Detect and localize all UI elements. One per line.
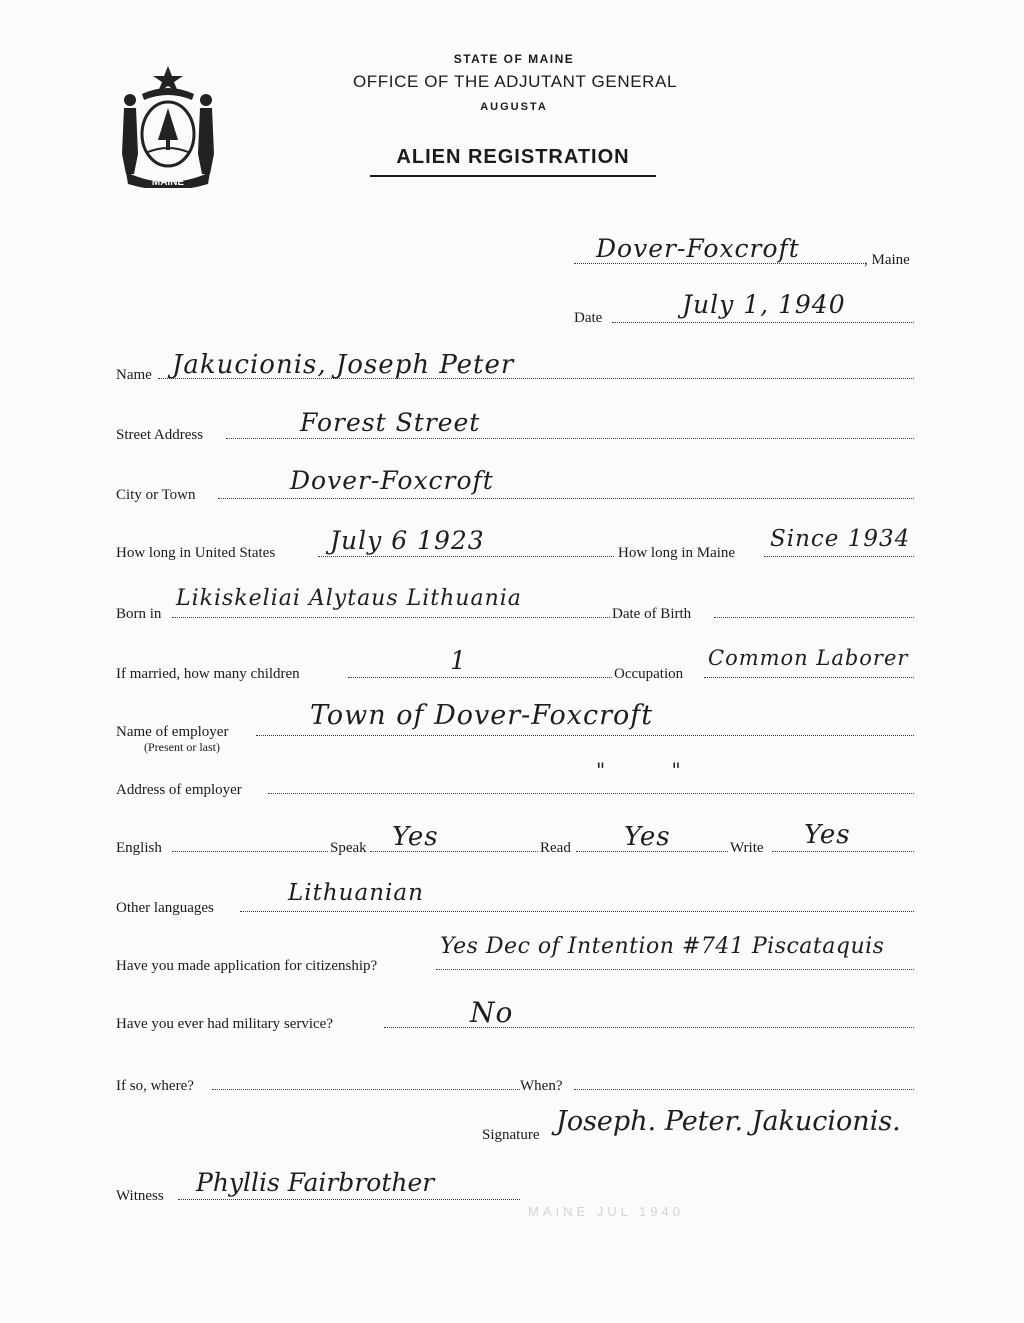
write-label: Write [730,840,764,856]
employer-value: Town of Dover-Foxcroft [310,700,654,731]
read-label: Read [540,840,571,856]
english-label: English [116,840,162,856]
speak-label: Speak [330,840,367,856]
date-of-birth-label: Date of Birth [612,606,692,622]
city-heading: AUGUSTA [480,101,548,113]
speak-value: Yes [392,822,439,852]
city-value: Dover-Foxcroft [290,466,494,495]
citizenship-label: Have you made application for citizenship? [116,958,378,974]
when-label: When? [520,1078,563,1094]
occupation-label: Occupation [614,666,684,682]
date-value: July 1, 1940 [682,290,846,319]
employer-address-value: " " [596,758,711,782]
witness-label: Witness [116,1188,164,1204]
how-long-maine-value: Since 1934 [770,526,911,552]
born-in-label: Born in [116,606,162,622]
employer-address-label: Address of employer [116,782,242,798]
state-heading: STATE OF MAINE [453,52,575,66]
how-long-us-value: July 6 1923 [330,526,485,555]
signature-label: Signature [482,1127,540,1143]
children-value: 1 [450,646,467,675]
where-label: If so, where? [116,1078,194,1094]
citizenship-value: Yes Dec of Intention #741 Piscataquis [440,934,885,959]
employer-label: Name of employer [116,724,229,740]
name-value: Jakucionis, Joseph Peter [172,350,515,380]
maine-state-seal-icon [112,64,224,188]
place-value: Dover-Foxcroft [596,234,800,263]
svg-text:MAINE: MAINE [151,177,185,188]
other-languages-label: Other languages [116,900,214,916]
how-long-us-label: How long in United States [116,545,276,561]
witness-value: Phyllis Fairbrother [196,1168,435,1197]
city-label: City or Town [116,487,196,503]
form-title: ALIEN REGISTRATION [370,146,656,177]
military-label: Have you ever had military service? [116,1016,333,1032]
read-value: Yes [624,822,671,852]
military-value: No [470,996,514,1029]
office-heading: OFFICE OF THE ADJUTANT GENERAL [352,72,678,91]
signature-value: Joseph. Peter. Jakucionis. [556,1106,901,1137]
children-label: If married, how many children [116,666,300,682]
employer-note-label: (Present or last) [144,740,220,754]
name-label: Name [116,367,152,383]
born-in-value: Likiskeliai Alytaus Lithuania [176,586,522,611]
other-languages-value: Lithuanian [288,880,424,906]
maine-suffix-label: , Maine [864,252,910,268]
date-label: Date [574,310,603,326]
street-address-value: Forest Street [300,408,481,437]
street-address-label: Street Address [116,427,204,443]
faint-stamp: MAINE JUL 1940 [528,1204,684,1219]
write-value: Yes [804,820,851,850]
occupation-value: Common Laborer [708,646,909,670]
how-long-maine-label: How long in Maine [618,545,736,561]
